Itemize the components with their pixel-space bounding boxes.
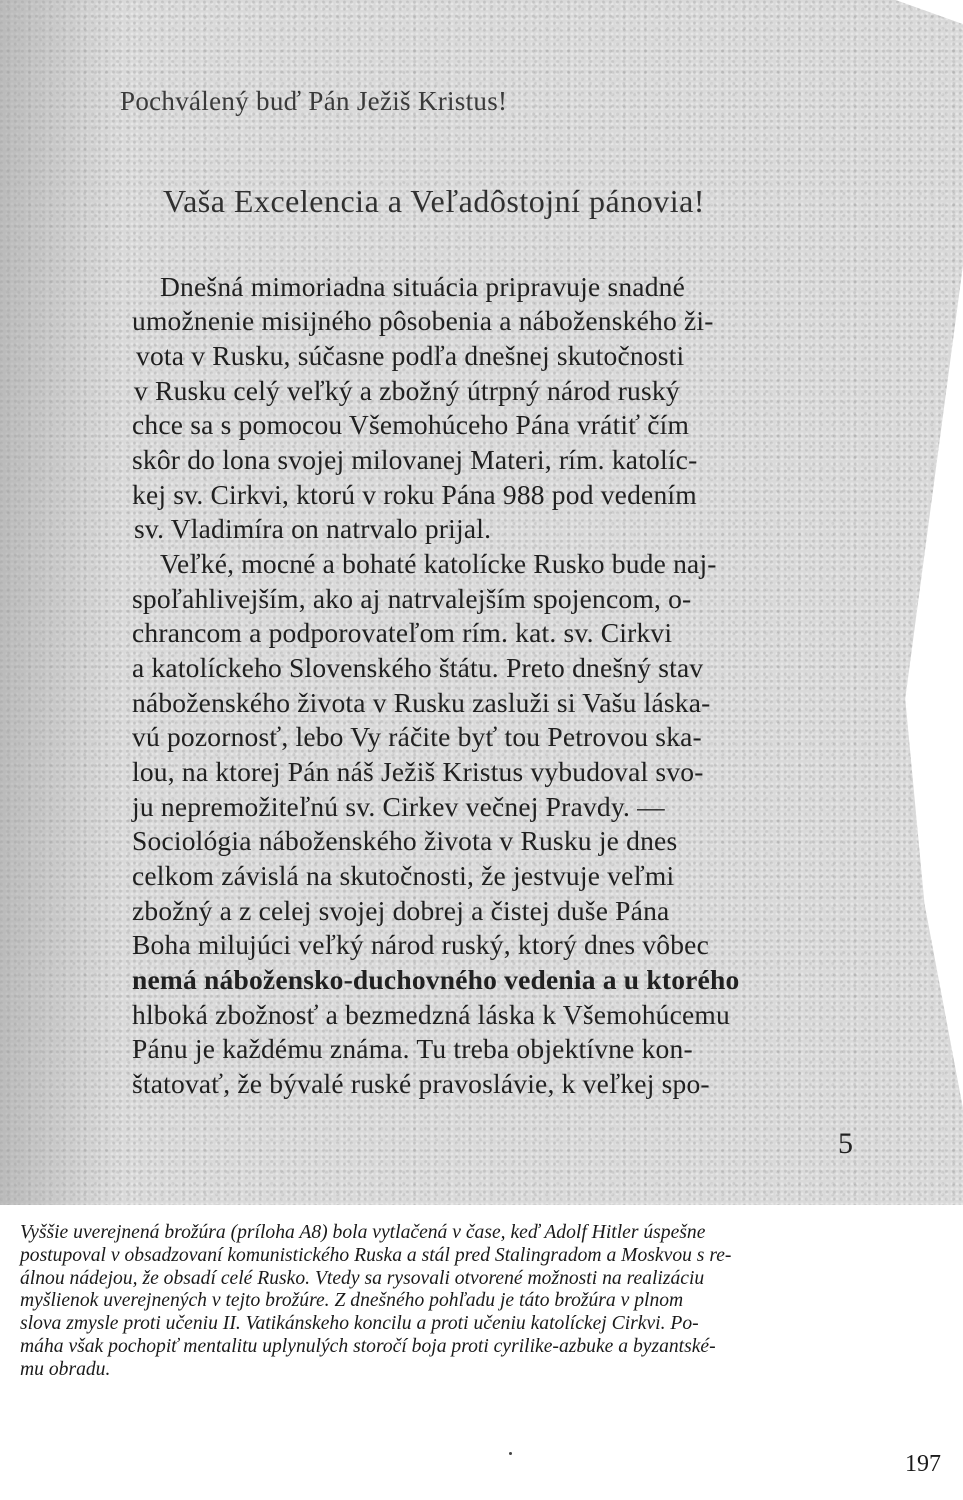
body-line: chce sa s pomocou Všemohúceho Pána vrátiť čím bbox=[132, 409, 690, 440]
body-line: a katolíckeho Slovenského štátu. Preto dnešný stav bbox=[132, 652, 704, 683]
body-line: sv. Vladimíra on natrvalo prijal. bbox=[134, 513, 492, 544]
body-line: Boha milujúci veľký národ ruský, ktorý dnes vôbec bbox=[132, 929, 709, 960]
body-line: ju nepremožiteľnú sv. Cirkev večnej Pravdy. — bbox=[132, 791, 665, 822]
caption-line: Vyššie uverejnená brožúra (príloha A8) bola vytlačená v čase, keď Adolf Hitler úspešne bbox=[20, 1222, 706, 1243]
caption-line: álnou nádejou, že obsadí celé Rusko. Vtedy sa rysovali otvorené možnosti na realizáciu bbox=[20, 1267, 705, 1289]
caption-line: postupoval v obsadzovaní komunistického Ruska a stál pred Stalingradom a Moskvou s re- bbox=[20, 1244, 732, 1266]
body-line: chrancom a podporovateľom rím. kat. sv. Cirkvi bbox=[132, 617, 673, 648]
page-number: 197 bbox=[905, 1451, 941, 1477]
body-line: štatovať, že bývalé ruské pravoslávie, k veľkej spo- bbox=[132, 1068, 710, 1099]
body-line: celkom závislá na skutočnosti, že jestvuje veľmi bbox=[132, 860, 675, 891]
caption bbox=[20, 1222, 952, 1382]
caption-line: máha však pochopiť mentalitu uplynulých storočí boja proti cyrilike-azbuke a byzantské- bbox=[20, 1335, 716, 1357]
body-line: spoľahlivejším, ako aj natrvalejším spojencom, o- bbox=[132, 583, 692, 614]
body-line: Sociológia náboženského života v Rusku je dnes bbox=[132, 825, 678, 856]
body-line: Dnešná mimoriadna situácia pripravuje snadné bbox=[160, 271, 686, 302]
body-line: umožnenie misijného pôsobenia a náboženského ži- bbox=[132, 305, 714, 336]
body-line: Pánu je každému známa. Tu treba objektívne kon- bbox=[132, 1033, 693, 1064]
body-line: vú pozornosť, lebo Vy ráčite byť tou Petrovou ska- bbox=[132, 721, 702, 752]
body-line: lou, na ktorej Pán náš Ježiš Kristus vybudoval svo- bbox=[132, 756, 704, 787]
body-line: skôr do lona svojej milovanej Materi, rím. katolíc- bbox=[132, 444, 698, 475]
greeting: Pochválený buď Pán Ježiš Kristus! bbox=[120, 86, 508, 116]
caption-line: slova zmysle proti učeniu II. Vatikánskeho koncilu a proti učeniu katolíckej Cirkvi. Po- bbox=[20, 1313, 699, 1335]
caption-line: mu obradu. bbox=[20, 1358, 111, 1380]
scan-page-number: 5 bbox=[838, 1127, 853, 1160]
body-line: Veľké, mocné a bohaté katolícke Rusko bude naj- bbox=[160, 548, 717, 579]
body-line: zbožný a z celej svojej dobrej a čistej duše Pána bbox=[132, 895, 670, 926]
body-line: kej sv. Cirkvi, ktorú v roku Pána 988 pod vedením bbox=[132, 479, 697, 510]
salutation: Vaša Excelencia a Veľadôstojní pánovia! bbox=[163, 183, 705, 219]
body-line: hlboká zbožnosť a bezmedzná láska k Všemohúcemu bbox=[132, 999, 730, 1030]
body-line: v Rusku celý veľký a zbožný útrpný národ ruský bbox=[134, 375, 680, 406]
caption-line: myšlienok uverejnených v tejto brožúre. Z dnešného pohľadu je táto brožúra v plnom bbox=[20, 1290, 684, 1312]
body-line: náboženského života v Rusku zasluži si Vašu láska- bbox=[132, 687, 711, 718]
body-line: nemá nábožensko-duchovného vedenia a u ktorého bbox=[132, 964, 740, 995]
footer-dot bbox=[509, 1452, 512, 1455]
body-line: vota v Rusku, súčasne podľa dnešnej skutočnosti bbox=[136, 340, 685, 371]
